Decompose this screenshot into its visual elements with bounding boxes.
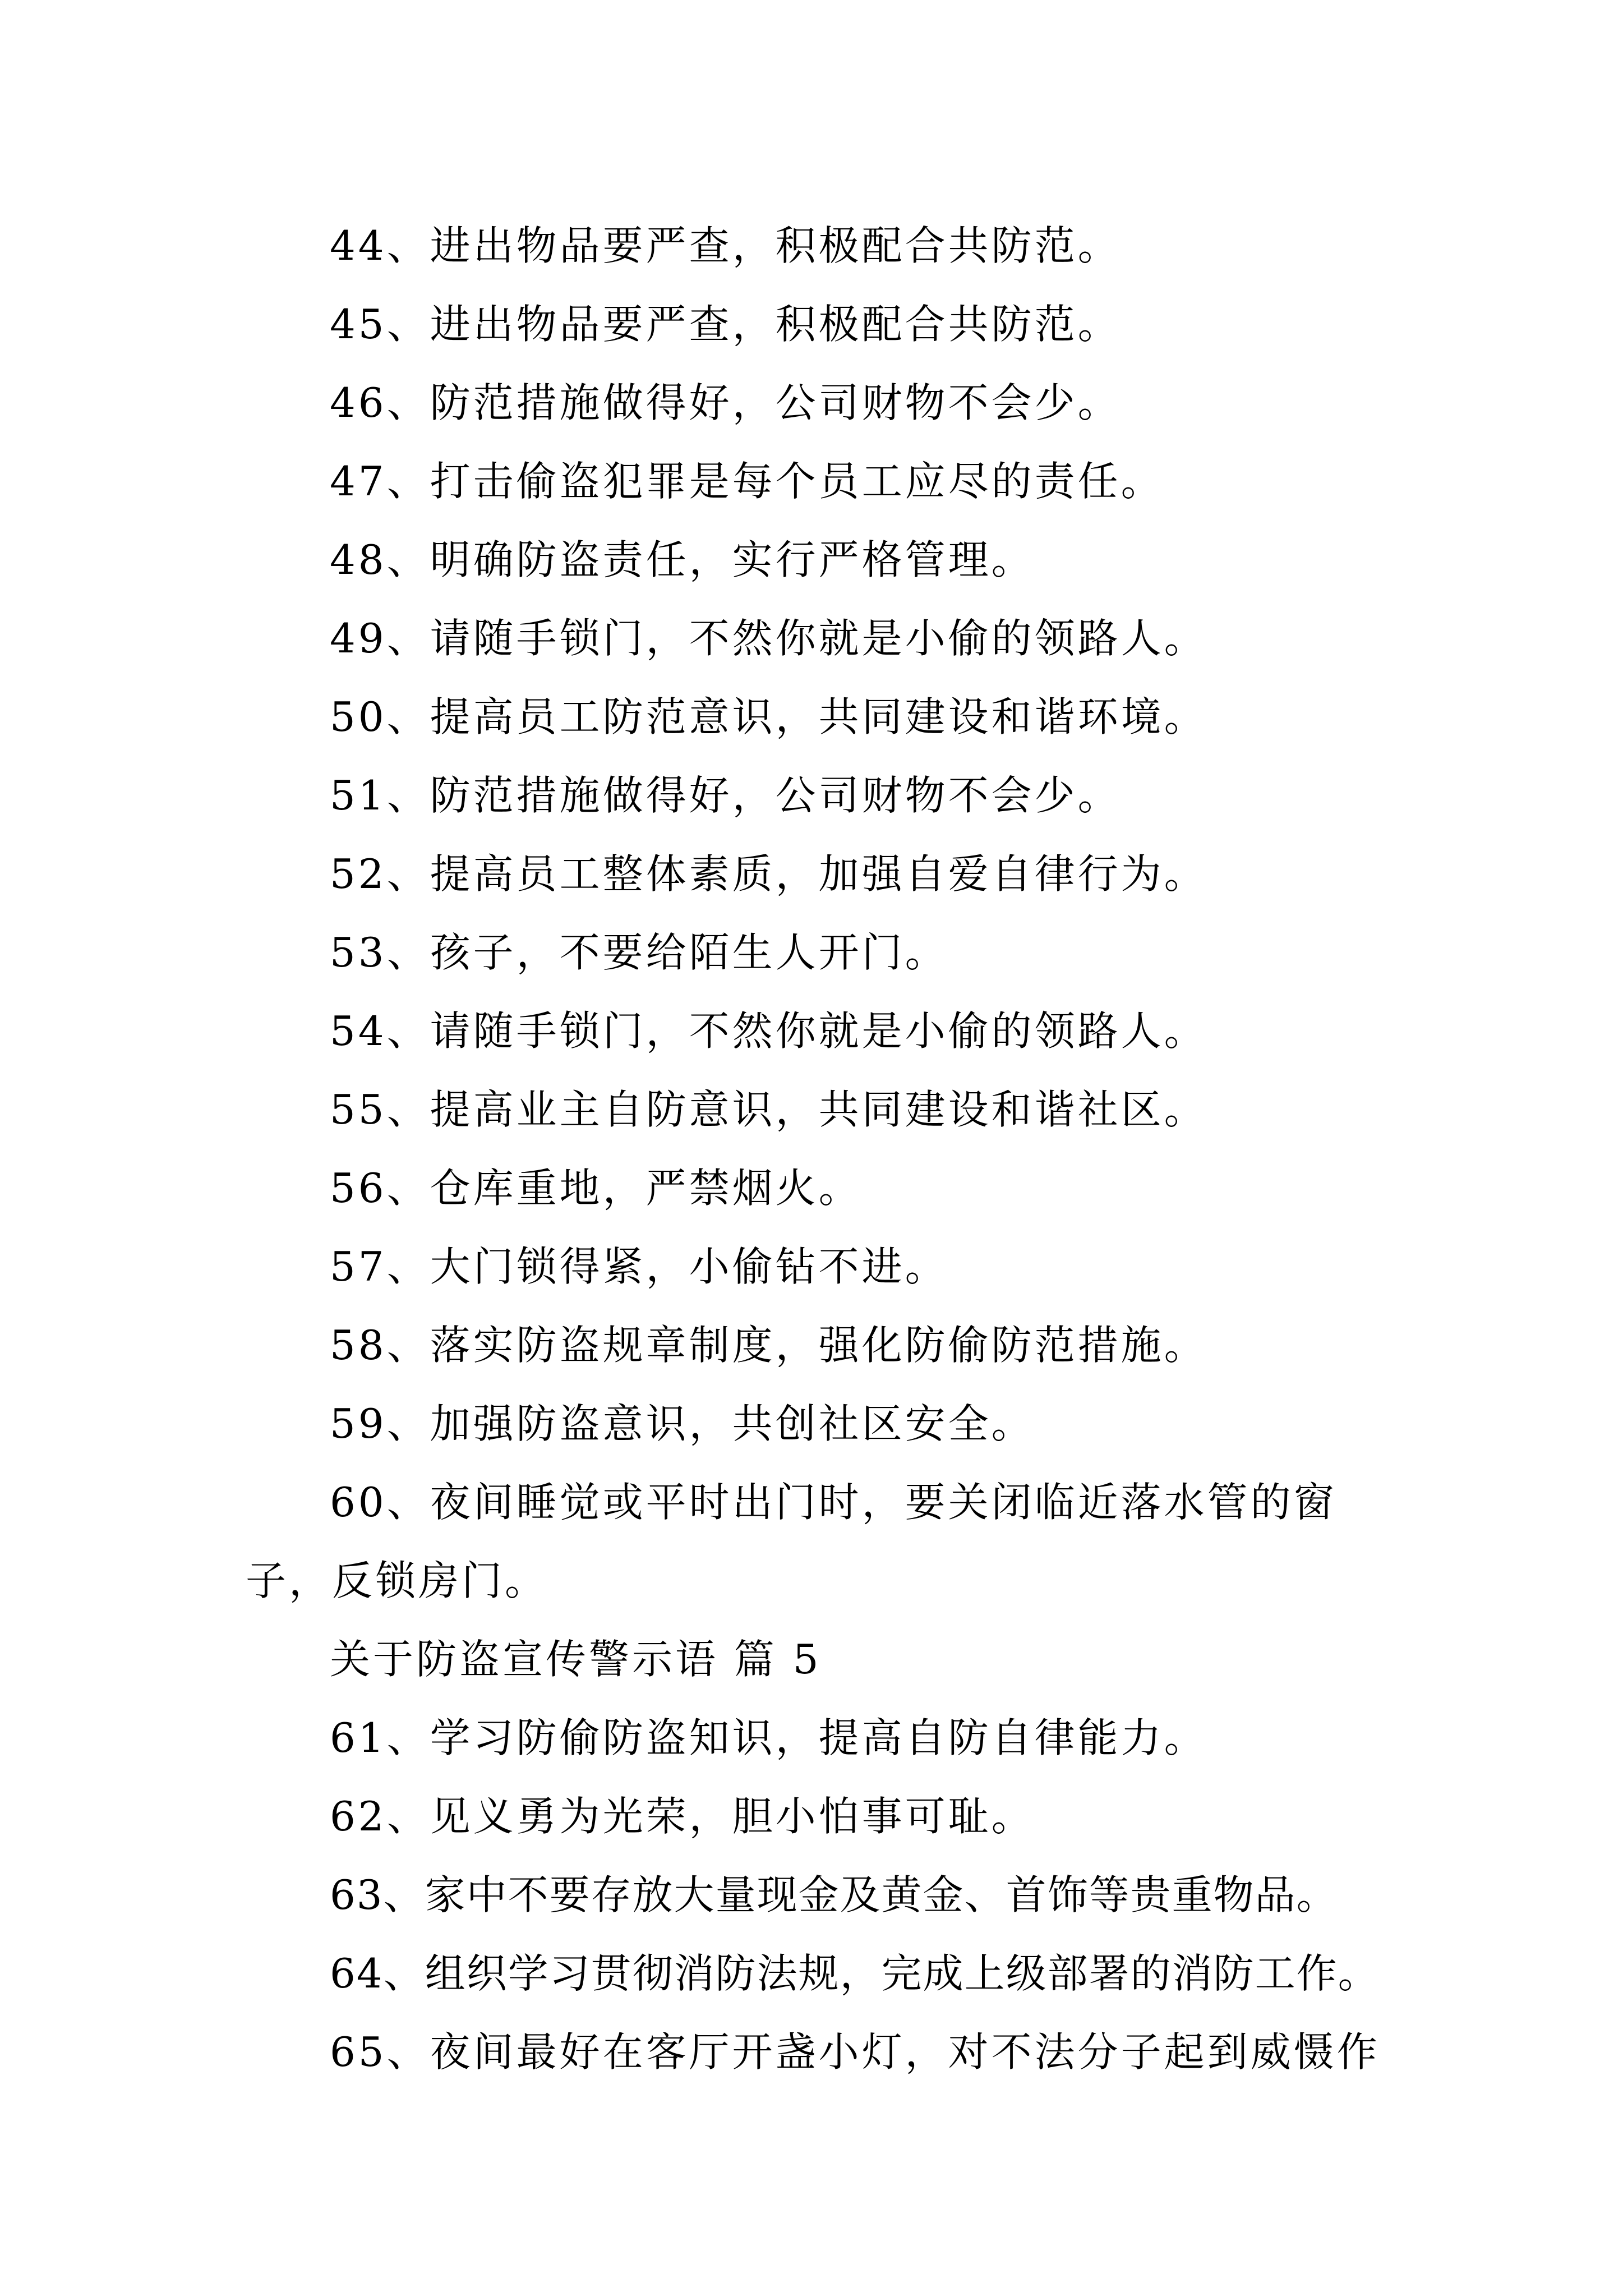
document-body bbox=[246, 206, 1418, 2091]
slogan-line-65: 65、夜间最好在客厅开盏小灯，对不法分子起到威慑作 bbox=[330, 2028, 1380, 2076]
slogan-line-46: 46、防范措施做得好，公司财物不会少。 bbox=[330, 379, 1121, 426]
slogan-line-53: 53、孩子，不要给陌生人开门。 bbox=[330, 929, 948, 976]
slogan-line-54: 54、请随手锁门，不然你就是小偷的领路人。 bbox=[330, 1007, 1207, 1055]
section-heading: 关于防盗宣传警示语 篇 5 bbox=[330, 1636, 822, 1683]
slogan-line-55: 55、提高业主自防意识，共同建设和谐社区。 bbox=[330, 1086, 1207, 1133]
slogan-line-59: 59、加强防盗意识，共创社区安全。 bbox=[330, 1400, 1035, 1447]
slogan-line-56: 56、仓库重地，严禁烟火。 bbox=[330, 1165, 862, 1212]
slogan-line-49: 49、请随手锁门，不然你就是小偷的领路人。 bbox=[330, 615, 1207, 662]
slogan-line-64: 64、组织学习贯彻消防法规，完成上级部署的消防工作。 bbox=[330, 1950, 1380, 1997]
slogan-line-51: 51、防范措施做得好，公司财物不会少。 bbox=[330, 772, 1121, 819]
slogan-line-44: 44、进出物品要严查，积极配合共防范。 bbox=[330, 222, 1121, 269]
slogan-line-48: 48、明确防盗责任，实行严格管理。 bbox=[330, 536, 1035, 583]
slogan-line-61: 61、学习防偷防盗知识，提高自防自律能力。 bbox=[330, 1714, 1207, 1761]
slogan-line-62: 62、见义勇为光荣，胆小怕事可耻。 bbox=[330, 1793, 1035, 1840]
slogan-line-58: 58、落实防盗规章制度，强化防偷防范措施。 bbox=[330, 1322, 1207, 1369]
slogan-line-47: 47、打击偷盗犯罪是每个员工应尽的责任。 bbox=[330, 458, 1164, 505]
slogan-line-45: 45、进出物品要严查，积极配合共防范。 bbox=[330, 301, 1121, 348]
slogan-line-60: 60、夜间睡觉或平时出门时，要关闭临近落水管的窗子，反锁房门。 bbox=[246, 1479, 1337, 1604]
slogan-line-50: 50、提高员工防范意识，共同建设和谐环境。 bbox=[330, 693, 1207, 740]
slogan-line-52: 52、提高员工整体素质，加强自爱自律行为。 bbox=[330, 850, 1207, 898]
slogan-line-63: 63、家中不要存放大量现金及黄金、首饰等贵重物品。 bbox=[330, 1871, 1338, 1918]
slogan-line-57: 57、大门锁得紧，小偷钻不进。 bbox=[330, 1243, 948, 1290]
